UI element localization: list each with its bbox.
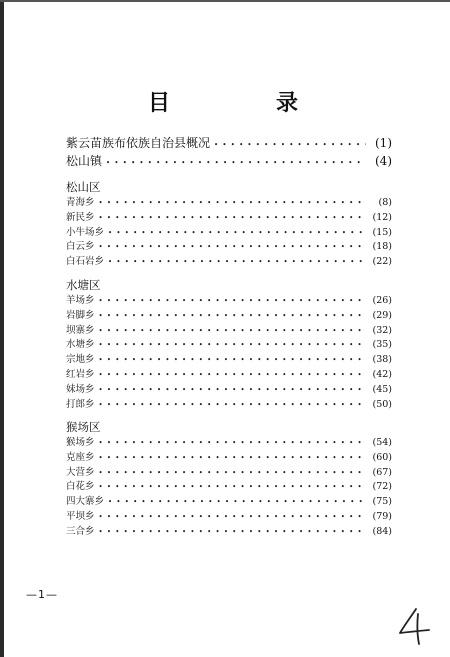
toc-entry-page: (45): [372, 383, 392, 395]
toc-leader-dots: [99, 196, 366, 211]
section-heading: 水塘区: [66, 278, 101, 292]
toc-entry-page: (50): [372, 398, 392, 410]
toc-entry: [66, 134, 392, 152]
toc-entry: [66, 451, 392, 466]
toc-leader-dots: [108, 495, 366, 510]
toc-leader-dots: [99, 436, 366, 451]
toc-entry-page: (29): [372, 309, 392, 321]
toc-entry-label: 岩脚乡: [66, 309, 95, 321]
toc-entry: [66, 255, 392, 270]
toc-entry: [66, 398, 392, 413]
toc-leader-dots: [99, 324, 366, 339]
toc-entry-page: (22): [372, 256, 392, 268]
section-heading: 松山区: [66, 180, 101, 194]
toc-leader-dots: [99, 510, 366, 525]
toc-leader-dots: [108, 255, 366, 270]
toc-entry-label: 小牛场乡: [66, 226, 105, 238]
toc-entry: [66, 510, 392, 525]
toc-entry: [66, 480, 392, 495]
scan-edge-top: [0, 0, 450, 2]
toc-entry-label: 坝寨乡: [66, 324, 95, 336]
toc-leader-dots: [99, 211, 366, 226]
toc-main-entries: [66, 134, 392, 170]
toc-entry: [66, 294, 392, 309]
toc-entry-page: (32): [372, 324, 392, 336]
toc-entry-label: 白花乡: [66, 481, 95, 493]
toc-leader-dots: [99, 480, 366, 495]
toc-entry: [66, 338, 392, 353]
toc-entry: [66, 368, 392, 383]
toc-leader-dots: [99, 240, 366, 255]
toc-entry: [66, 353, 392, 368]
toc-entry: [66, 211, 392, 226]
toc-leader-dots: [214, 134, 366, 154]
toc-entry-page: (42): [372, 368, 392, 380]
page-number: —1—: [26, 588, 58, 601]
toc-entry-page: (35): [372, 339, 392, 351]
toc-entry-page: (72): [372, 481, 392, 493]
toc-entry: [66, 436, 392, 451]
handwritten-mark: [396, 606, 432, 646]
title-char-1: 目: [148, 91, 171, 116]
section-heading: 猴场区: [66, 420, 101, 434]
toc-entry-page: (26): [372, 295, 392, 306]
toc-entry-page: (12): [372, 211, 392, 223]
toc-entry: [66, 240, 392, 255]
toc-leader-dots: [108, 226, 366, 241]
toc-entry-page: (75): [372, 496, 392, 508]
toc-entry-label: 白石岩乡: [66, 256, 105, 268]
toc-entry: [66, 196, 392, 211]
toc-leader-dots: [99, 451, 366, 466]
toc-leader-dots: [99, 353, 366, 368]
toc-entry-label: 猴场乡: [66, 437, 95, 448]
toc-entry-page: (60): [372, 451, 392, 463]
toc-entry-page: (15): [372, 226, 392, 238]
toc-entry-label: 三合乡: [66, 525, 95, 537]
toc-entry-label: 红岩乡: [66, 368, 95, 380]
toc-entry-page: (8): [378, 197, 392, 208]
toc-entry-label: 羊场乡: [66, 295, 95, 306]
toc-leader-dots: [99, 309, 366, 324]
toc-entry-label: 宗地乡: [66, 354, 95, 366]
toc-entry: [66, 324, 392, 339]
toc-entry-label: 新民乡: [66, 211, 95, 223]
toc-entry: [66, 226, 392, 241]
toc-entry-page: (38): [372, 354, 392, 366]
toc-section-shuitang: [66, 276, 392, 412]
toc-entry-label: 白云乡: [66, 241, 95, 253]
page-title: [148, 86, 298, 117]
toc-entry-page: (67): [372, 466, 392, 478]
toc-leader-dots: [106, 152, 366, 172]
toc-entry-label: 水塘乡: [66, 339, 95, 351]
toc-entry-label: 平坝乡: [66, 510, 95, 522]
toc-leader-dots: [99, 525, 366, 540]
toc-leader-dots: [99, 466, 366, 481]
toc-leader-dots: [99, 294, 366, 309]
toc-entry: [66, 525, 392, 540]
toc-section-houchang: [66, 418, 392, 540]
toc-entry-page: (54): [372, 437, 392, 448]
toc-entry-page: (84): [372, 525, 392, 537]
title-char-2: 录: [275, 91, 298, 116]
toc-entry-page: (4): [375, 154, 392, 168]
toc-entry: [66, 152, 392, 170]
toc-entry-page: (1): [375, 136, 392, 150]
toc-entry-label: 打郎乡: [66, 398, 95, 410]
toc-entry: [66, 383, 392, 398]
toc-entry: [66, 466, 392, 481]
toc-entry-page: (79): [372, 510, 392, 522]
toc-entry: [66, 495, 392, 510]
toc-entry-label: 大营乡: [66, 466, 95, 478]
scan-edge-left: [0, 0, 4, 657]
toc-leader-dots: [99, 368, 366, 383]
toc-entry: [66, 309, 392, 324]
toc-entry-label: 青海乡: [66, 197, 95, 208]
toc-entry-label: 松山镇: [66, 154, 103, 168]
toc-leader-dots: [99, 398, 366, 413]
toc-leader-dots: [99, 383, 366, 398]
toc-entry-label: 紫云苗族布依族自治县概况: [66, 136, 211, 150]
toc-entry-label: 四大寨乡: [66, 496, 105, 508]
toc-entry-label: 克座乡: [66, 451, 95, 463]
toc-leader-dots: [99, 338, 366, 353]
toc-entry-label: 妹场乡: [66, 383, 95, 395]
toc-entry-page: (18): [372, 241, 392, 253]
toc-section-songshan: [66, 178, 392, 270]
